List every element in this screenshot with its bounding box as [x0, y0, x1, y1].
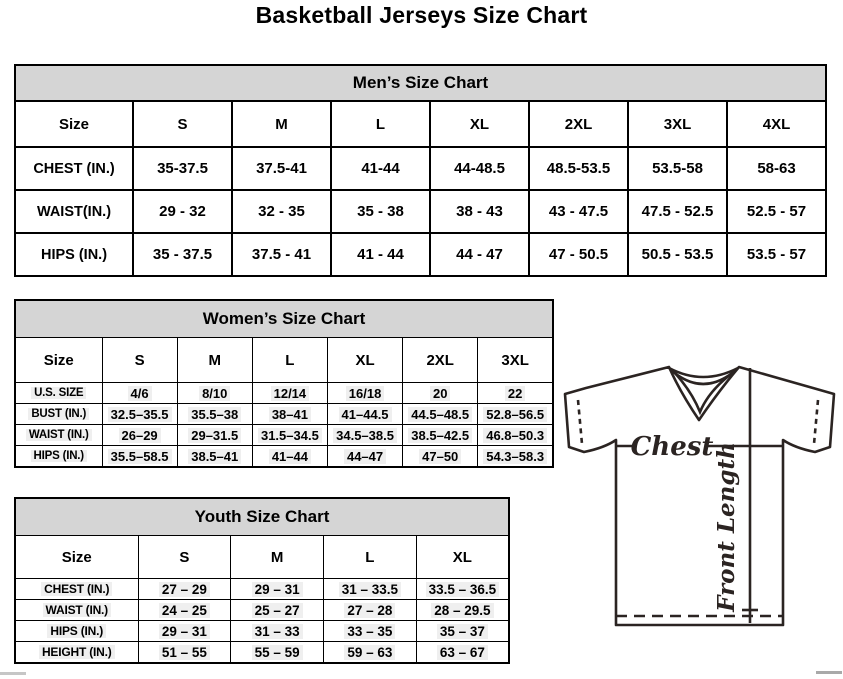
- column-header: Size: [15, 338, 102, 383]
- size-value-cell: 44 - 47: [430, 233, 529, 276]
- table-title-row: [15, 498, 509, 536]
- table-row: [15, 642, 509, 664]
- table-row: [15, 600, 509, 621]
- size-header-row: [15, 536, 509, 579]
- jersey-outline: [565, 367, 834, 625]
- size-value-cell: 31.5–34.5: [252, 425, 327, 446]
- size-value-cell: 54.3–58.3: [478, 446, 553, 468]
- row-label: HIPS (IN.): [15, 446, 102, 468]
- size-value-cell: 29–31.5: [177, 425, 252, 446]
- size-value-cell: 20: [403, 383, 478, 404]
- womens-size-table: [14, 299, 554, 468]
- size-value-cell: 4/6: [102, 383, 177, 404]
- size-value-cell: 33 – 35: [324, 621, 417, 642]
- size-value-cell: 41–44: [252, 446, 327, 468]
- table-title-row: [15, 300, 553, 338]
- size-value-cell: 44.5–48.5: [403, 404, 478, 425]
- column-header: 2XL: [529, 101, 628, 147]
- row-label: WAIST(IN.): [15, 190, 133, 233]
- table-title-row: [15, 65, 826, 101]
- youth-size-table: [14, 497, 510, 664]
- size-value-cell: 16/18: [327, 383, 402, 404]
- row-label: HIPS (IN.): [15, 233, 133, 276]
- row-label: CHEST (IN.): [15, 579, 138, 600]
- size-value-cell: 34.5–38.5: [327, 425, 402, 446]
- size-value-cell: 35 - 38: [331, 190, 430, 233]
- size-value-cell: 51 – 55: [138, 642, 231, 664]
- size-value-cell: 26–29: [102, 425, 177, 446]
- size-value-cell: 52.5 - 57: [727, 190, 826, 233]
- row-label: WAIST (IN.): [15, 425, 102, 446]
- size-value-cell: 35.5–58.5: [102, 446, 177, 468]
- youth-table-title: Youth Size Chart: [15, 498, 509, 536]
- size-value-cell: 29 – 31: [138, 621, 231, 642]
- column-header: 3XL: [478, 338, 553, 383]
- size-value-cell: 8/10: [177, 383, 252, 404]
- size-value-cell: 32.5–35.5: [102, 404, 177, 425]
- column-header: 2XL: [403, 338, 478, 383]
- mens-table-title: Men’s Size Chart: [15, 65, 826, 101]
- table-row: [15, 425, 553, 446]
- size-value-cell: 63 – 67: [416, 642, 509, 664]
- chest-label: Chest: [630, 432, 714, 462]
- size-value-cell: 27 – 29: [138, 579, 231, 600]
- size-value-cell: 32 - 35: [232, 190, 331, 233]
- row-label: HIPS (IN.): [15, 621, 138, 642]
- column-header: L: [252, 338, 327, 383]
- table-row: [15, 383, 553, 404]
- column-header: XL: [327, 338, 402, 383]
- size-value-cell: 29 – 31: [231, 579, 324, 600]
- size-value-cell: 53.5-58: [628, 147, 727, 190]
- column-header: S: [133, 101, 232, 147]
- size-value-cell: 41–44.5: [327, 404, 402, 425]
- row-label: WAIST (IN.): [15, 600, 138, 621]
- column-header: 4XL: [727, 101, 826, 147]
- size-value-cell: 27 – 28: [324, 600, 417, 621]
- size-value-cell: 41-44: [331, 147, 430, 190]
- scrollbar-fragment-left: [0, 672, 26, 675]
- size-value-cell: 38.5–42.5: [403, 425, 478, 446]
- size-value-cell: 24 – 25: [138, 600, 231, 621]
- size-value-cell: 37.5 - 41: [232, 233, 331, 276]
- scrollbar-fragment-right: [816, 671, 842, 674]
- size-value-cell: 52.8–56.5: [478, 404, 553, 425]
- size-value-cell: 33.5 – 36.5: [416, 579, 509, 600]
- column-header: L: [324, 536, 417, 579]
- table-row: [15, 404, 553, 425]
- size-value-cell: 47–50: [403, 446, 478, 468]
- table-row: [15, 190, 826, 233]
- column-header: M: [231, 536, 324, 579]
- womens-table-title: Women’s Size Chart: [15, 300, 553, 338]
- size-value-cell: 43 - 47.5: [529, 190, 628, 233]
- size-value-cell: 44-48.5: [430, 147, 529, 190]
- column-header: XL: [430, 101, 529, 147]
- row-label: HEIGHT (IN.): [15, 642, 138, 664]
- column-header: XL: [416, 536, 509, 579]
- column-header: M: [177, 338, 252, 383]
- size-value-cell: 38 - 43: [430, 190, 529, 233]
- size-value-cell: 12/14: [252, 383, 327, 404]
- row-label: BUST (IN.): [15, 404, 102, 425]
- size-value-cell: 35.5–38: [177, 404, 252, 425]
- table-row: [15, 147, 826, 190]
- size-header-row: [15, 101, 826, 147]
- size-value-cell: 50.5 - 53.5: [628, 233, 727, 276]
- row-label: CHEST (IN.): [15, 147, 133, 190]
- size-value-cell: 35-37.5: [133, 147, 232, 190]
- table-row: [15, 579, 509, 600]
- size-value-cell: 38.5–41: [177, 446, 252, 468]
- table-row: [15, 446, 553, 468]
- size-value-cell: 41 - 44: [331, 233, 430, 276]
- front-length-label: Front Length: [713, 442, 740, 612]
- size-value-cell: 25 – 27: [231, 600, 324, 621]
- size-value-cell: 53.5 - 57: [727, 233, 826, 276]
- column-header: S: [138, 536, 231, 579]
- size-value-cell: 35 – 37: [416, 621, 509, 642]
- size-value-cell: 55 – 59: [231, 642, 324, 664]
- size-value-cell: 47 - 50.5: [529, 233, 628, 276]
- table-row: [15, 233, 826, 276]
- size-value-cell: 22: [478, 383, 553, 404]
- column-header: 3XL: [628, 101, 727, 147]
- mens-size-table: [14, 64, 827, 277]
- jersey-measurement-diagram: [556, 360, 840, 636]
- size-value-cell: 44–47: [327, 446, 402, 468]
- row-label: U.S. SIZE: [15, 383, 102, 404]
- table-row: [15, 621, 509, 642]
- size-value-cell: 38–41: [252, 404, 327, 425]
- size-value-cell: 37.5-41: [232, 147, 331, 190]
- column-header: M: [232, 101, 331, 147]
- size-value-cell: 31 – 33.5: [324, 579, 417, 600]
- size-value-cell: 31 – 33: [231, 621, 324, 642]
- size-value-cell: 29 - 32: [133, 190, 232, 233]
- column-header: L: [331, 101, 430, 147]
- column-header: S: [102, 338, 177, 383]
- page-title: Basketball Jerseys Size Chart: [255, 2, 588, 28]
- size-value-cell: 58-63: [727, 147, 826, 190]
- column-header: Size: [15, 101, 133, 147]
- size-value-cell: 28 – 29.5: [416, 600, 509, 621]
- size-value-cell: 59 – 63: [324, 642, 417, 664]
- size-value-cell: 47.5 - 52.5: [628, 190, 727, 233]
- size-value-cell: 46.8–50.3: [478, 425, 553, 446]
- size-value-cell: 35 - 37.5: [133, 233, 232, 276]
- size-value-cell: 48.5-53.5: [529, 147, 628, 190]
- column-header: Size: [15, 536, 138, 579]
- size-header-row: [15, 338, 553, 383]
